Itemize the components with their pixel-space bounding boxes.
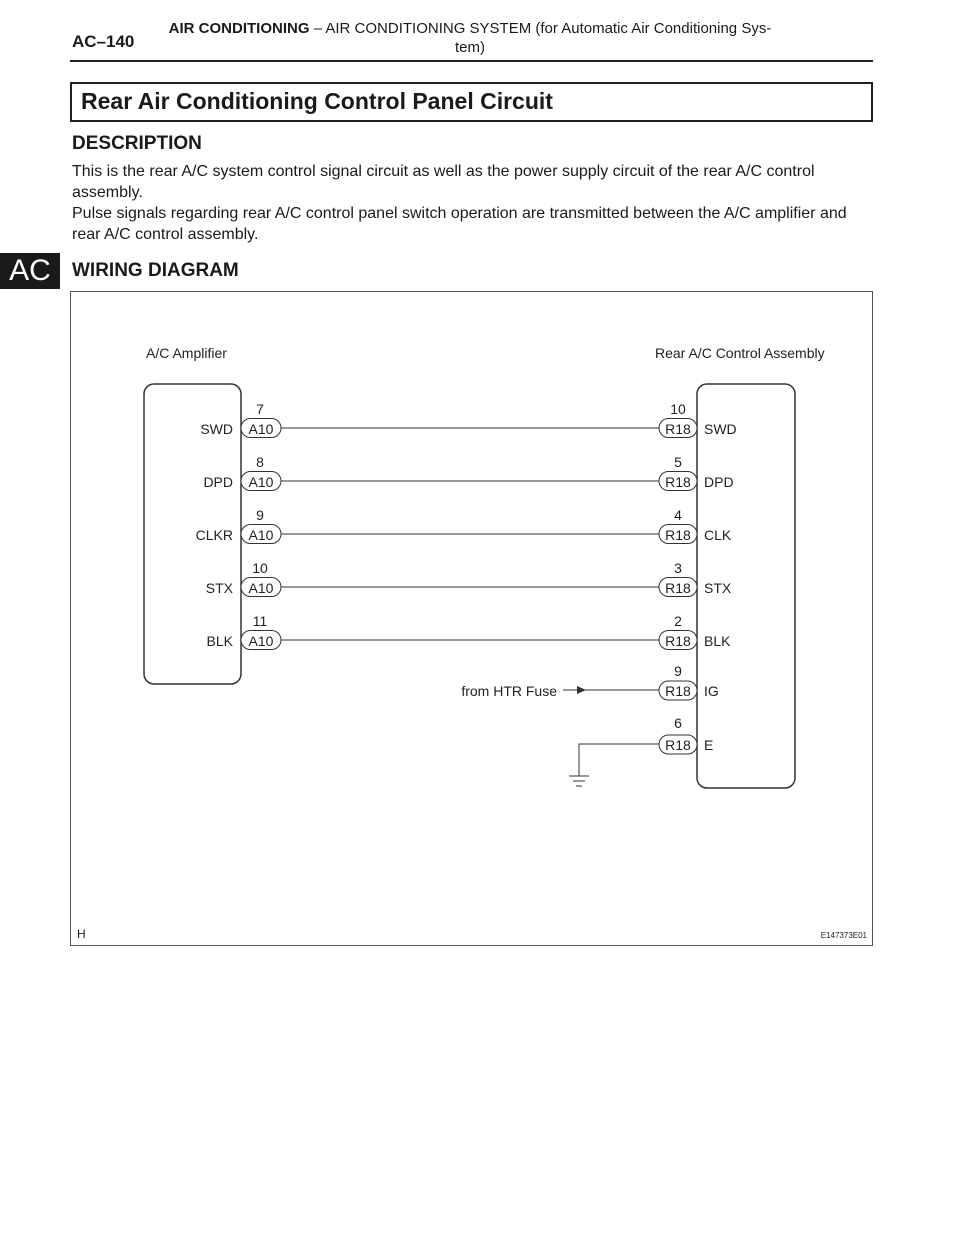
- right-pin-number: 5: [674, 454, 682, 470]
- page-title: Rear Air Conditioning Control Panel Circuit: [81, 88, 553, 114]
- wire-rows: [196, 401, 737, 650]
- ground-signal-label: E: [704, 737, 714, 753]
- power-arrow-icon: [577, 686, 586, 694]
- corner-mark: H: [77, 927, 86, 941]
- right-component-label: Rear A/C Control Assembly: [655, 345, 825, 361]
- power-connector-label: R18: [665, 683, 691, 699]
- description-paragraph-2: Pulse signals regarding rear A/C control panel switch operation are transmitted between the A/C amplifier and rear A/C control assembly.: [72, 205, 847, 243]
- wire-row: [207, 613, 732, 650]
- left-signal-label: BLK: [206, 633, 233, 649]
- left-connector-label: A10: [248, 527, 274, 543]
- left-pin-number: 10: [252, 560, 268, 576]
- right-pin-number: 4: [674, 507, 682, 523]
- section-tab: AC: [0, 253, 60, 289]
- wiring-diagram-svg: [71, 292, 872, 945]
- left-signal-label: DPD: [203, 474, 233, 490]
- right-signal-label: CLK: [704, 527, 732, 543]
- left-component-label: A/C Amplifier: [146, 345, 227, 361]
- header-rule: [70, 60, 873, 62]
- wire-row: [206, 560, 732, 597]
- left-connector-label: A10: [248, 474, 274, 490]
- header-section: AIR CONDITIONING: [168, 20, 310, 37]
- title-box: [70, 82, 873, 122]
- right-signal-label: BLK: [704, 633, 731, 649]
- figure-id: E147373E01: [820, 931, 867, 940]
- power-row: [461, 663, 718, 700]
- left-pin-number: 9: [256, 507, 264, 523]
- right-pin-number: 2: [674, 613, 682, 629]
- left-connector-label: A10: [248, 633, 274, 649]
- header-subtitle-line2: tem): [455, 39, 485, 56]
- ground-pin-number: 6: [674, 715, 682, 731]
- wiring-diagram: [70, 291, 873, 946]
- left-signal-label: CLKR: [195, 527, 233, 543]
- power-source-label: from HTR Fuse: [461, 683, 557, 699]
- wire-row: [200, 401, 736, 438]
- right-connector-label: R18: [665, 421, 691, 437]
- right-signal-label: DPD: [704, 474, 734, 490]
- right-connector-label: R18: [665, 580, 691, 596]
- wire-row: [196, 507, 732, 544]
- power-pin-number: 9: [674, 663, 682, 679]
- wire-row: [203, 454, 733, 491]
- wiring-heading: WIRING DIAGRAM: [72, 260, 239, 281]
- page-number: AC–140: [72, 32, 135, 51]
- right-connector-label: R18: [665, 474, 691, 490]
- right-connector-label: R18: [665, 527, 691, 543]
- right-pin-number: 10: [670, 401, 686, 417]
- left-connector-label: A10: [248, 580, 274, 596]
- ground-wire: [579, 744, 659, 776]
- left-pin-number: 11: [252, 613, 268, 629]
- power-signal-label: IG: [704, 683, 719, 699]
- left-pin-number: 8: [256, 454, 264, 470]
- left-signal-label: STX: [205, 580, 233, 596]
- header-subtitle-line1: – AIR CONDITIONING SYSTEM (for Automatic Air Conditioning Sys-: [313, 20, 772, 37]
- right-signal-label: SWD: [704, 421, 737, 437]
- ground-row: [569, 715, 713, 786]
- description-paragraph-1: This is the rear A/C system control signal circuit as well as the power supply circuit of the rear A/C control assembly.: [72, 163, 815, 201]
- left-connector-label: A10: [248, 421, 274, 437]
- header-title: [140, 19, 800, 57]
- right-signal-label: STX: [704, 580, 732, 596]
- left-pin-number: 7: [256, 401, 264, 417]
- right-pin-number: 3: [674, 560, 682, 576]
- left-signal-label: SWD: [200, 421, 233, 437]
- ground-connector-label: R18: [665, 737, 691, 753]
- description-heading: DESCRIPTION: [72, 133, 202, 154]
- right-connector-label: R18: [665, 633, 691, 649]
